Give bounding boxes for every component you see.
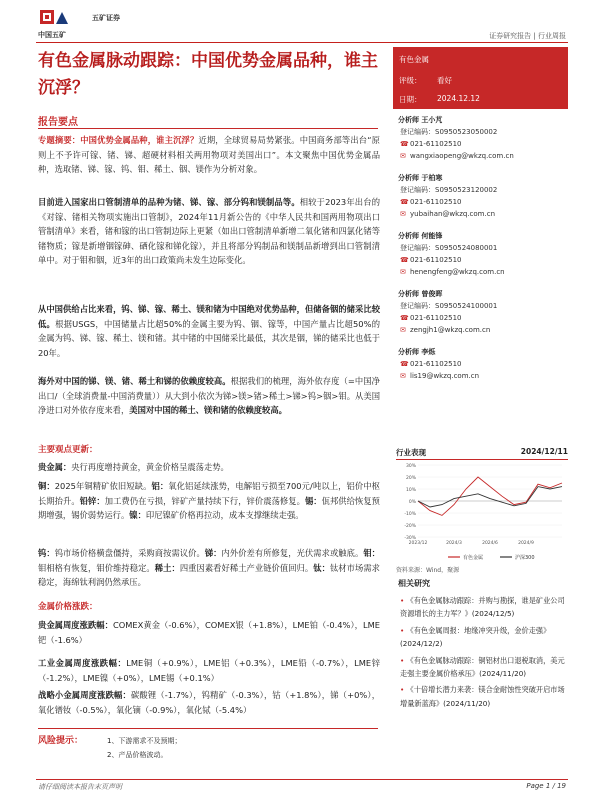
bullet-icon: • bbox=[400, 655, 407, 665]
updates-para-1 bbox=[38, 460, 380, 475]
y-tick-label: 20% bbox=[405, 476, 416, 481]
summary-para-1-body: 近期，全球贸易局势紧张。中国商务部等出台“原则上不予许可镓、锗、锑、超硬材料相关两用物项对美国出口”。本文聚焦中国优势金属品种，选取锗、锑、镓、钨、钼、稀土、铟、镁作为分析对象。 bbox=[38, 135, 380, 175]
prices-industrial bbox=[38, 656, 380, 685]
analyst-name: 分析师 何能锋 bbox=[398, 232, 443, 240]
updates-lead-tin: 锡： bbox=[304, 495, 322, 506]
related-item[interactable] bbox=[400, 594, 568, 621]
updates-body-aluminum: 氧化铝延续涨势，电解铝亏损至700元/吨以上，铝价中枢长期抬升。 bbox=[38, 481, 380, 506]
logo-text-cn: 中国五矿 bbox=[38, 31, 66, 39]
legend-label-nonferrous: 有色金属 bbox=[463, 555, 484, 561]
analyst-list bbox=[398, 114, 568, 404]
date-label: 日期： bbox=[399, 95, 422, 104]
email-icon: ✉ bbox=[400, 326, 406, 334]
analyst-phone: 021-61102510 bbox=[410, 256, 462, 264]
summary-para-4-tail: 美国对中国的稀土、镁和锗的依赖度较高。 bbox=[129, 405, 287, 416]
analyst-cert: 登记编码：S0950524080001 bbox=[400, 244, 498, 252]
updates-body-tin: 佤邦供给恢复预期增强，锡价弱势运行。 bbox=[38, 495, 380, 521]
related-item-text: 《有色金属脉动跟踪：并购与勘探，谁是矿业公司资源增长的主力军？》(2024/12/5) bbox=[400, 596, 565, 619]
perf-date: 2024/12/11 bbox=[520, 447, 568, 456]
perf-heading: 行业表现 bbox=[396, 448, 426, 457]
report-type: 证券研究报告 | 行业周报 bbox=[489, 32, 566, 40]
report-title: 有色金属脉动跟踪：中国优势金属品种，谁主沉浮？ bbox=[38, 51, 378, 98]
analyst-card bbox=[398, 288, 568, 346]
performance-chart-panel bbox=[396, 447, 568, 565]
summary-para-4 bbox=[38, 374, 380, 418]
analyst-email[interactable]: lis19@wkzq.com.cn bbox=[410, 372, 480, 380]
updates-para-1-lead: 贵金属： bbox=[38, 462, 72, 472]
y-tick-label: -10% bbox=[404, 512, 416, 517]
summary-para-3-body: 根据USGS，中国储量占比超50%的金属主要为钨、铟、镓等，中国产量占比超50%的金属为钨、锑、镓、稀土、镁和锗。其中锗的中国储采比最低，其次是铟，锑的储采比也低于20年。 bbox=[38, 318, 380, 358]
risk-divider bbox=[38, 728, 378, 729]
related-item[interactable] bbox=[400, 683, 568, 710]
phone-icon: ☎ bbox=[400, 360, 409, 368]
report-header bbox=[0, 0, 600, 40]
summary-para-1 bbox=[38, 133, 380, 177]
analyst-cert: 登记编码：S0950523050002 bbox=[400, 128, 498, 136]
prices-precious-lead: 贵金属周度涨跌幅： bbox=[38, 620, 113, 630]
analyst-name: 分析师 于柏寒 bbox=[398, 174, 443, 182]
updates-body-nickel: 印尼镍矿价格再拉动，成本支撑继续走强。 bbox=[145, 510, 304, 521]
updates-para-3 bbox=[38, 546, 380, 590]
updates-heading: 主要观点更新： bbox=[38, 445, 98, 455]
analyst-card bbox=[398, 230, 568, 288]
analyst-card bbox=[398, 114, 568, 172]
summary-heading: 报告要点 bbox=[38, 117, 78, 128]
perf-divider bbox=[396, 459, 568, 460]
prices-precious bbox=[38, 618, 380, 647]
y-tick-label: 0% bbox=[408, 500, 416, 505]
summary-para-2 bbox=[38, 195, 380, 268]
related-item-text: 《有色金属周报：地缘冲突升级，金价走强》(2024/12/2) bbox=[400, 625, 551, 649]
summary-para-3 bbox=[38, 302, 380, 360]
related-item-text: 《十倍增长潜力来袭：镁合金耐蚀性突破开启市场增量新蓝海》(2024/11/20) bbox=[400, 685, 565, 708]
phone-icon: ☎ bbox=[400, 198, 409, 206]
analyst-email[interactable]: zengjh1@wkzq.com.cn bbox=[410, 326, 491, 334]
analyst-phone: 021-61102510 bbox=[410, 140, 462, 148]
series-line-nonferrous bbox=[418, 477, 562, 515]
analyst-email[interactable]: henengfeng@wkzq.com.cn bbox=[410, 268, 505, 276]
updates-body-leadzinc: 加工费仍在亏损，锌矿产量持续下行，锌价震荡修复。 bbox=[104, 495, 305, 506]
email-icon: ✉ bbox=[400, 210, 406, 218]
summary-para-4-body: 根据我们的梳理，海外依存度（=中国净出口/（全球消费量-中国消费量））从大到小依次为锑>镁>锗>稀土>锑>钨>铟>钼。从美国净进口对外依存度来看， bbox=[38, 376, 380, 416]
email-icon: ✉ bbox=[400, 152, 406, 160]
prices-minor-lead: 战略小金属周度涨跌幅： bbox=[38, 690, 131, 700]
footer-disclaimer: 请仔细阅读本报告末页声明 bbox=[38, 783, 122, 791]
summary-para-3-lead: 从中国供给占比来看，钨、锑、镓、稀土、镁和锗为中国绝对优势品种，但储备铟的储采比较低。 bbox=[38, 304, 380, 329]
perf-source: 资料来源：Wind，聚源 bbox=[396, 567, 460, 574]
analyst-phone: 021-61102510 bbox=[410, 198, 462, 206]
bullet-icon: • bbox=[400, 685, 407, 695]
updates-body-tungsten: 钨市场价格横盘僵持，采购商按需议价。 bbox=[54, 548, 205, 558]
y-tick-label: 10% bbox=[405, 488, 416, 493]
related-item-text: 《有色金属脉动跟踪：铜铝材出口退税取消，美元走强主要金属价格承压》(2024/11/20) bbox=[400, 655, 565, 679]
industry-name: 有色金属 bbox=[399, 55, 429, 64]
analyst-name: 分析师 曾俊晖 bbox=[398, 290, 443, 298]
related-list bbox=[400, 594, 568, 713]
phone-icon: ☎ bbox=[400, 140, 409, 148]
page-number: Page 1 / 19 bbox=[526, 782, 566, 790]
prices-industrial-body: LME铜（+0.9%），LME铝（+0.3%），LME铅（-0.7%），LME锌（-1.2%），LME镍（+0%），LME锡（+0.1%） bbox=[38, 658, 380, 683]
updates-body-antimony: 内外价差有所修复，光伏需求或触底。 bbox=[221, 548, 364, 558]
prices-heading: 金属价格涨跌： bbox=[38, 602, 98, 612]
rating-value: 看好 bbox=[437, 76, 452, 85]
rating-label: 评级： bbox=[399, 76, 422, 85]
analyst-phone: 021-61102510 bbox=[410, 360, 462, 368]
updates-lead-nickel: 镍： bbox=[129, 510, 146, 521]
updates-lead-tungsten: 钨： bbox=[38, 548, 55, 558]
risk-item: 1、下游需求不及预期； bbox=[107, 737, 182, 745]
updates-body-molybdenum: 钼相格有恢复，钼价维持稳定。 bbox=[38, 562, 155, 573]
bullet-icon: • bbox=[400, 596, 407, 605]
updates-body-titanium: 钛材市场需求稳定，海绵钛利润仍然承压。 bbox=[38, 562, 380, 588]
y-tick-label: -30% bbox=[404, 536, 416, 541]
phone-icon: ☎ bbox=[400, 314, 409, 322]
x-tick-label: 2024/9 bbox=[518, 541, 534, 546]
updates-lead-aluminum: 铝： bbox=[151, 481, 169, 491]
y-tick-label: -20% bbox=[404, 524, 416, 529]
prices-minor-body: 碳酸锂（-1.7%），钨精矿（-0.3%），钴（+1.8%），锑（+0%），氧化镨钕（-0.5%），氧化镝（-0.9%），氧化铽（-5.4%） bbox=[38, 690, 380, 715]
date-value: 2024.12.12 bbox=[437, 94, 480, 103]
analyst-cert: 登记编码：S0950523120002 bbox=[400, 186, 498, 194]
analyst-card bbox=[398, 346, 568, 404]
updates-lead-copper: 铜： bbox=[38, 481, 55, 491]
y-tick-label: 30% bbox=[405, 464, 416, 469]
analyst-cert: 登记编码：S0950524100001 bbox=[400, 302, 498, 310]
updates-body-copper: 2025年铜精矿依旧短缺。 bbox=[54, 481, 152, 491]
legend-label-csi300: 沪深300 bbox=[515, 555, 535, 561]
company-logo-icon bbox=[38, 8, 78, 30]
updates-para-2 bbox=[38, 479, 380, 523]
risk-heading: 风险提示： bbox=[38, 736, 84, 746]
prices-industrial-lead: 工业金属周度涨跌幅： bbox=[38, 658, 127, 668]
updates-lead-rare-earth: 稀土： bbox=[154, 562, 180, 573]
summary-para-2-body: 相较于2023年出台的《对镓、锗相关物项实施出口管制》，2024年11月新公告的《中华人民共和国两用物项出口管制清单》来看，锗和镓的出口管制边际上更紧（如出口管制清单新增二氧化锗和四氯化锗等锗物质；镓是新增铟镓砷、硒化镓和锑化镓），并且将部分钨制品和镁制品新增到出口管制清单中。对于钼和铟，近3年的出口政策尚未发生边际变化。 bbox=[38, 197, 380, 266]
summary-para-1-lead: 专题摘要：中国优势金属品种，谁主沉浮？ bbox=[38, 135, 199, 145]
phone-icon: ☎ bbox=[400, 256, 409, 264]
updates-lead-molybdenum: 钼： bbox=[363, 548, 380, 558]
related-heading: 相关研究 bbox=[398, 579, 430, 588]
series-line-csi300 bbox=[418, 487, 562, 507]
updates-lead-antimony: 锑： bbox=[204, 548, 222, 558]
email-icon: ✉ bbox=[400, 268, 406, 276]
updates-lead-titanium: 钛： bbox=[313, 562, 330, 573]
updates-lead-leadzinc: 铅锌： bbox=[79, 495, 105, 506]
summary-para-4-lead: 海外对中国的锑、镁、锗、稀土和锑的依赖度较高。 bbox=[38, 376, 231, 386]
x-tick-label: 2023/12 bbox=[408, 541, 428, 546]
prices-precious-body: COMEX黄金（-0.6%），COMEX银（+1.8%），LME铂（-0.4%），LME钯（-1.6%） bbox=[38, 620, 380, 645]
related-item[interactable] bbox=[400, 624, 568, 651]
updates-body-rare-earth: 四重因素看好稀土产业链价值回归。 bbox=[179, 562, 314, 573]
related-item[interactable] bbox=[400, 654, 568, 681]
analyst-name: 分析师 王小芃 bbox=[398, 116, 443, 124]
rating-band bbox=[393, 47, 568, 109]
summary-divider bbox=[38, 128, 378, 129]
updates-para-1-body: 央行再度增持黄金，黄金价格呈震荡走势。 bbox=[71, 462, 229, 472]
summary-para-2-lead: 目前进入国家出口管制清单的品种为锗、锑、镓、部分钨和镁制品等。 bbox=[38, 197, 300, 207]
risk-item: 2、产品价格波动。 bbox=[107, 751, 168, 759]
performance-chart bbox=[396, 461, 568, 565]
header-divider bbox=[36, 42, 568, 43]
analyst-name: 分析师 李烁 bbox=[398, 348, 436, 356]
analyst-email[interactable]: wangxiaopeng@wkzq.com.cn bbox=[410, 152, 514, 160]
logo-text-securities: 五矿证券 bbox=[92, 14, 120, 22]
analyst-card bbox=[398, 172, 568, 230]
analyst-email[interactable]: yubaihan@wkzq.com.cn bbox=[410, 210, 496, 218]
analyst-phone: 021-61102510 bbox=[410, 314, 462, 322]
prices-minor bbox=[38, 688, 380, 717]
footer-divider bbox=[36, 779, 568, 780]
x-tick-label: 2024/3 bbox=[446, 541, 462, 546]
bullet-icon: • bbox=[400, 625, 407, 635]
x-tick-label: 2024/6 bbox=[482, 541, 498, 546]
email-icon: ✉ bbox=[400, 372, 406, 380]
